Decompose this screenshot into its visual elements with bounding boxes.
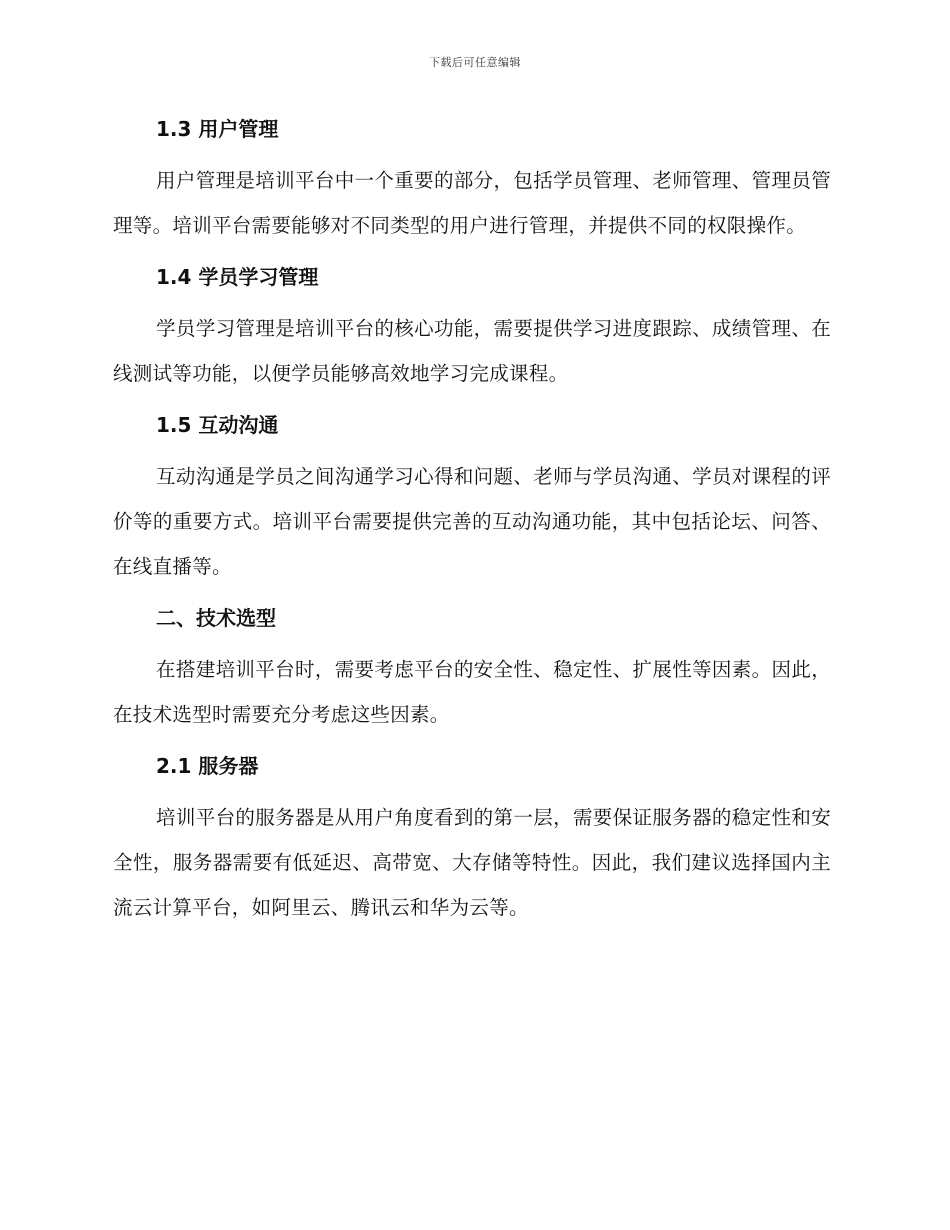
section-heading-tech-selection: 二、技术选型 [156,606,276,630]
section-paragraph-student-learning: 学员学习管理是培训平台的核心功能，需要提供学习进度跟踪、成绩管理、在线测试等功能，以便学员能够高效地学习完成课程。 [113,317,831,385]
section-paragraph-interaction: 互动沟通是学员之间沟通学习心得和问题、老师与学员沟通、学员对课程的评价等的重要方式。培训平台需要提供完善的互动沟通功能，其中包括论坛、问答、在线直播等。 [113,465,831,578]
document-body [113,112,831,942]
section-heading-student-learning: 1.4 学员学习管理 [156,265,319,289]
page-header: 下载后可任意编辑 [429,56,521,69]
section-heading-server: 2.1 服务器 [156,754,259,778]
section-paragraph-user-management: 用户管理是培训平台中一个重要的部分，包括学员管理、老师管理、管理员管理等。培训平台需要能够对不同类型的用户进行管理，并提供不同的权限操作。 [113,169,831,237]
section-heading-interaction: 1.5 互动沟通 [156,413,279,437]
section-paragraph-server: 培训平台的服务器是从用户角度看到的第一层，需要保证服务器的稳定性和安全性，服务器需要有低延迟、高带宽、大存储等特性。因此，我们建议选择国内主流云计算平台，如阿里云、腾讯云和华为云等。 [113,806,831,919]
section-heading-user-management: 1.3 用户管理 [156,117,279,141]
section-paragraph-tech-selection: 在搭建培训平台时，需要考虑平台的安全性、稳定性、扩展性等因素。因此，在技术选型时需要充分考虑这些因素。 [113,658,831,726]
